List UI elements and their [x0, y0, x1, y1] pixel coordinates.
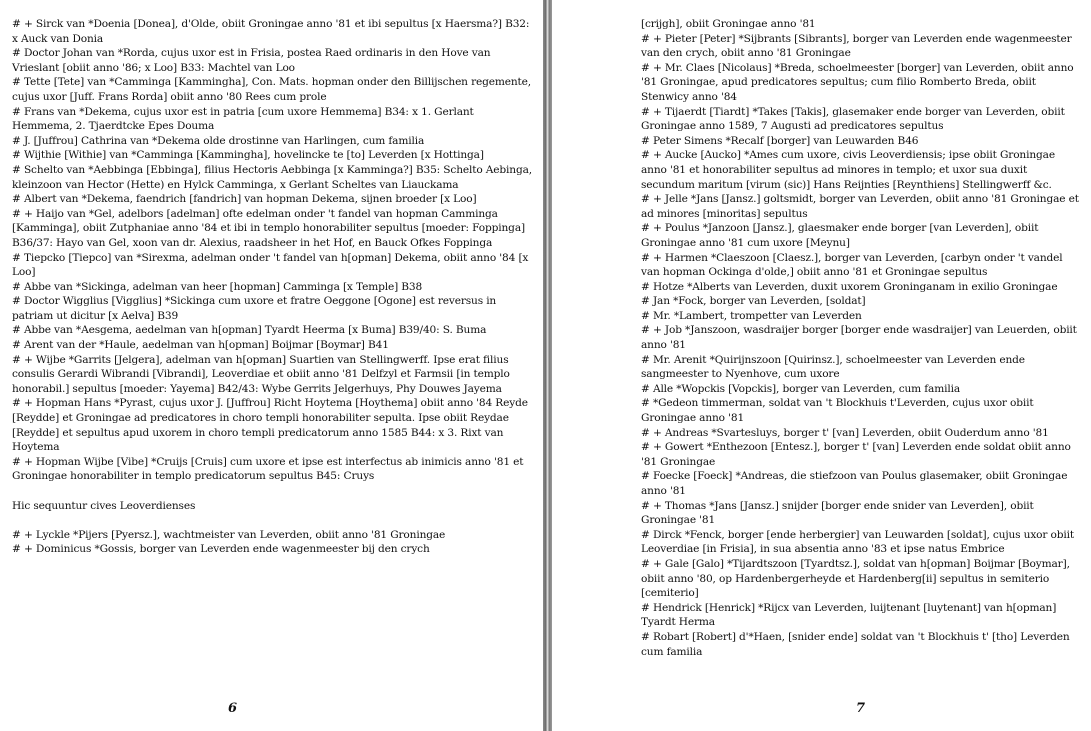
right-page-entry: # Hotze *Alberts van Leverden, duxit uxorem Groninganam in exilio Groningae [641, 280, 1058, 293]
left-page-entry: # Schelto van *Aebbinga [Ebbinga], filius Hectoris Aebbinga [x Kamminga?] B35: Schelto Aebinga, kleinzoon van Hector (Hette) en Hylck Camminga, x Gerlant Scheltes van Liauckama [12, 163, 532, 191]
left-page-text [12, 17, 533, 557]
left-page-entry: # + Hopman Hans *Pyrast, cujus uxor J. [Juffrou] Richt Hoytema [Hoythema] obiit anno '84 Reyde [Reydde] et Groningae ad predicatores in choro templi honorabiliter sepulta. Ipse obiit Reydae [Reydde] et sepultus apud uxorem in choro templi predicatorum anno 1585 B44: x 3. Rixt van Hoytema [12, 397, 528, 454]
left-page-entry: # Abbe van *Sickinga, adelman van heer [hopman] Camminga [x Temple] B38 [12, 280, 423, 293]
right-page [552, 0, 1091, 731]
right-page-entry: # + Harmen *Claeszoon [Claesz.], borger van Leverden, [carbyn onder 't vandel van hopman Ockinga d'olde,] obiit anno '81 et Groningae sepultus [641, 251, 1063, 279]
right-page-number: 7 [856, 701, 866, 716]
right-page-entry: # Dirck *Fenck, borger [ende herbergier] van Leuwarden [soldat], cujus uxor obiit Leoverdiae [in Frisia], in sua absentia anno '83 et ipse natus Embrice [641, 528, 1074, 556]
right-page-entry: # + Poulus *Janzoon [Jansz.], glaesmaker ende borger [van Leverden], obiit Groningae anno '81 cum uxore [Meynu] [641, 222, 1039, 249]
right-page-entry: # + Jelle *Jans [Jansz.] goltsmidt, borger van Leverden, obiit anno '81 Groningae et ad minores [minoritas] sepultus [641, 193, 1079, 220]
left-page-entry: # Wijthie [Withie] van *Camminga [Kamminghа], hovelincke te [to] Leverden [x Hottinga] [12, 149, 484, 162]
right-page-entry: # Jan *Fock, borger van Leverden, [soldat] [641, 295, 866, 308]
right-page-entry: # Hendrick [Henrick] *Rijcx van Leverden, luijtenant [luytenant] van h[opman] Tyardt Herma [641, 601, 1057, 629]
right-page-entry: # Mr. *Lambert, trompetter van Leverden [641, 309, 862, 322]
right-page-entry: # + Andreas *Svartesluys, borger t' [van] Leverden, obiit Ouderdum anno '81 [641, 426, 1049, 439]
right-page-entry: # Robart [Robert] d'*Haen, [snider ende] soldat van 't Blockhuis t' [tho] Leverden cum familia [641, 630, 1070, 658]
right-page-entry: # + Aucke [Aucko] *Ames cum uxore, civis Leoverdiensis; ipse obiit Groningae anno '81 et honorabiliter sepultus ad minores in templo; et uxor sua duxit secundum maritum [virum (sic)] Hans Reijnties [Reynthiens] Stellingwerff &c. [641, 149, 1055, 191]
left-page-entry: Hic sequuntur cives Leoverdienses [12, 499, 196, 512]
left-page-entry: # Tette [Tete] van *Camminga [Kamminghа], Con. Mats. hopman onder den Billijschen regemente, cujus uxor [Juff. Frans Rorda] obiit anno '80 Rees cum prole [12, 76, 531, 103]
left-page [0, 0, 543, 731]
left-page-entry: # Doctor Wigglius [Viggliuѕ] *Sickinga cum uxore et fratre Oeggone [Ogone] est reversus in patriam ut dicitur [x Aelva] B39 [12, 295, 497, 322]
left-page-entry: # + Haijo van *Gel, adelbors [adelman] ofte edelman onder 't fandel van hopman Camminga [Kamminga], obiit Zutphaniae anno '84 et ibi in templo honorabiliter sepultus [moeder: Foppinga] B36/37: Hayo van Gel, xoon van dr. Alexius, raadsheer in het Hof, en Bauck Ofkes Foppinga [12, 207, 525, 249]
right-page-entry: # + Job *Janszoon, wasdraijer borger [borger ende wasdraijer] van Leuerden, obiit anno '81 [641, 324, 1077, 352]
left-page-blank-line [12, 513, 533, 528]
right-page-text [641, 17, 1083, 659]
left-page-entry: # + Wijbe *Garrits [Jelgera], adelman van h[opman] Suartien van Stellingwerff. Ipse erat filius consulis Gerardi Wibrandi [Vibrandi], Leoverdiae et obiit anno '81 Delfzyl et Farmsii [in templo honorabil.] sepultus [moeder: Yayema] B42/43: Wybe Gerrits Jelgerhuys, Phy Douwes Jayema [12, 353, 510, 395]
left-page-entry: # J. [Juffrou] Cathrina van *Dekema olde drostinne van Harlingen, cum familia [12, 134, 425, 147]
right-page-entry: # + Mr. Claes [Nicolaus] *Breda, schoelmeester [borger] van Leverden, obiit anno '81 Groningae, apud predicatores sepultus; cum filio Romberto Breda, obiit Stenwicy anno '84 [641, 61, 1074, 103]
right-page-entry: # + Tijaerdt [Tiardt] *Takes [Takis], glasemaker ende borger van Leverden, obiit Groningae anno 1589, 7 Augusti ad predicatores sepultus [641, 105, 1065, 133]
left-page-entry: # + Sirck van *Doenia [Donea], d'Olde, obiit Groningae anno '81 et ibi sepultus [x Haersma?] B32: x Auck van Donia [12, 18, 530, 45]
left-page-number: 6 [228, 701, 238, 716]
right-page-entry: # *Gedeon timmerman, soldat van 't Blockhuis t'Leverden, cujus uxor obiit Groningae anno '81 [641, 397, 1034, 425]
left-page-entry: # Abbe van *Aesgema, aedelman van h[opman] Tyardt Heerma [x Buma] B39/40: S. Buma [12, 324, 487, 337]
left-page-entry: # + Lyckle *Pijers [Pyersz.], wachtmeister van Leverden, obiit anno '81 Groningae [12, 528, 446, 541]
page-gutter [543, 0, 552, 731]
right-page-entry: # Mr. Arenit *Quirijnszoon [Quirinsz.], schoelmeester van Leverden ende sangmeester to Nyenhove, cum uxore [641, 353, 1025, 381]
left-page-blank-line [12, 484, 533, 499]
left-page-entry: # Doctor Johan van *Rorda, cujus uxor est in Frisia, postea Raed ordinaris in den Hove van Vrieslant [obiit anno '86; x Loo] B33: Machtel van Loo [12, 47, 491, 74]
right-page-entry: # Peter Simens *Recalf [borger] van Leuwarden B46 [641, 134, 919, 147]
right-page-entry: # + Gowert *Enthezoon [Entesz.], borger t' [van] Leverden ende soldat obiit anno '81 Groningae [641, 441, 1071, 468]
right-page-entry: # + Pieter [Peter] *Sijbrants [Sibrants], borger van Leverden ende wagenmeester van den crych, obiit anno '81 Groningae [641, 32, 1072, 60]
left-page-entry: # + Dominicus *Gossis, borger van Leverden ende wagenmeester bij den crych [12, 543, 430, 556]
left-page-entry: # Frans van *Dekema, cujus uxor est in patria [cum uxore Hemmema] B34: x 1. Gerlant Hemmema, 2. Tjaerdtcke Epes Douma [12, 105, 474, 133]
left-page-entry: # + Hopman Wijbe [Vibe] *Cruijs [Cruis] cum uxore et ipse est interfectus ab inimicis anno '81 et Groningae honorabiliter in templo predicatorum sepultus B45: Cruys [12, 455, 524, 483]
left-page-entry: # Tiepcko [Tiepco] van *Sirexma, adelman onder 't fandel van h[opman] Dekema, obiit anno '84 [x Loo] [12, 251, 529, 279]
right-page-entry: [crijgh], obiit Groningae anno '81 [641, 18, 816, 30]
right-page-entry: # + Gale [Galo] *Tijardtszoon [Tyardtsz.], soldat van h[opman] Boijmar [Boymar], obiit anno '80, op Hardenbergerheyde et Hardenberg[ii] sepultus in semiterio [cemiterio] [641, 557, 1070, 600]
right-page-entry: # Alle *Wopckis [Vopckis], borger van Leverden, cum familia [641, 382, 961, 395]
right-page-entry: # Foecke [Foeck] *Andreas, die stiefzoon van Poulus glasemaker, obiit Groningae anno '81 [641, 470, 1068, 497]
left-page-entry: # Arent van der *Haule, aedelman van h[opman] Boijmar [Boymar] B41 [12, 339, 389, 352]
left-page-entry: # Albert van *Dekema, faendrich [fandrich] van hopman Dekema, sijnen broeder [x Loo] [12, 193, 477, 206]
right-page-entry: # + Thomas *Jans [Jansz.] snijder [borger ende snider van Leverden], obiit Groningae '81 [641, 499, 1034, 527]
